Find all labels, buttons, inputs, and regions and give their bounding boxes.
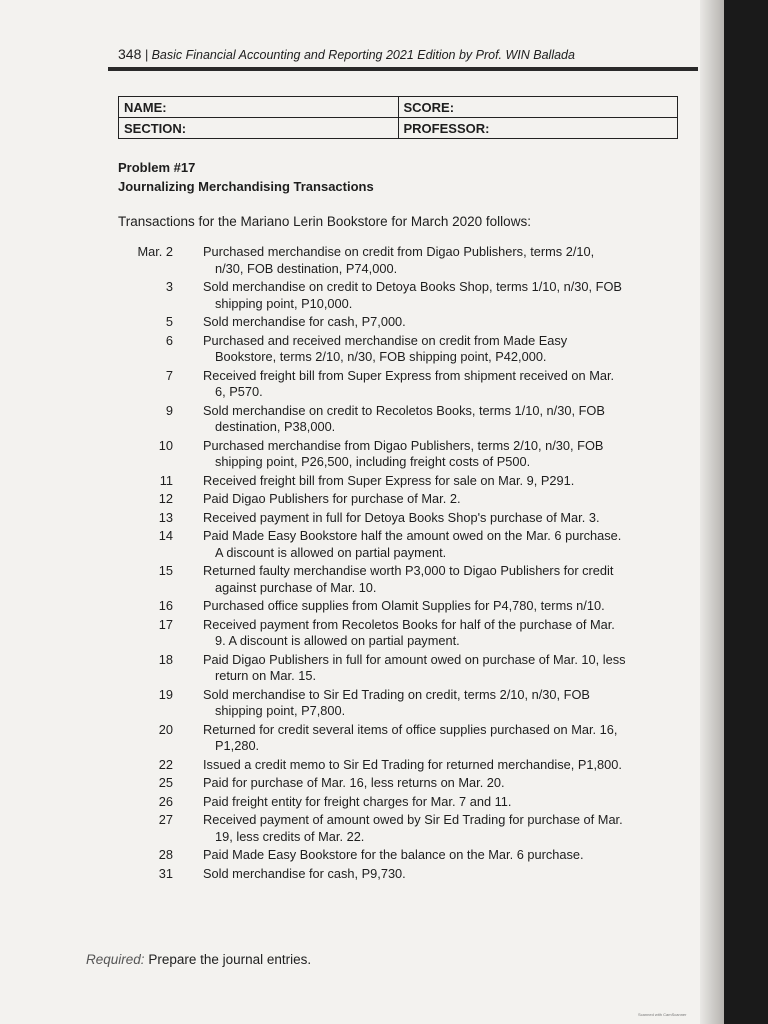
section-label: SECTION: — [119, 118, 399, 139]
transaction-line-continued: shipping point, P7,800. — [215, 703, 346, 718]
transaction-date: 31 — [158, 865, 173, 881]
transaction-row — [118, 794, 678, 811]
transaction-line-continued: A discount is allowed on partial payment. — [215, 544, 447, 560]
transaction-text — [203, 368, 678, 401]
name-label: NAME: — [119, 97, 399, 118]
transaction-row — [118, 333, 678, 366]
transaction-row — [118, 403, 678, 436]
transaction-line-continued: 19, less credits of Mar. 22. — [215, 828, 365, 844]
transaction-text — [203, 757, 678, 774]
transaction-row — [118, 687, 678, 720]
transaction-line: Paid Digao Publishers for purchase of Mar. 2. — [203, 491, 461, 506]
scanner-watermark: Scanned with CamScanner — [638, 1012, 687, 1017]
transaction-line: Received payment in full for Detoya Books Shop's purchase of Mar. 3. — [203, 509, 600, 525]
transaction-text — [203, 794, 678, 811]
transaction-text — [203, 403, 678, 436]
transaction-row — [118, 652, 678, 685]
transaction-text — [203, 812, 678, 845]
transaction-row — [118, 368, 678, 401]
transaction-line: Returned faulty merchandise worth P3,000 to Digao Publishers for credit — [203, 563, 614, 578]
transaction-line-continued: 6, P570. — [215, 384, 263, 399]
transaction-line-continued: shipping point, P10,000. — [215, 295, 353, 311]
problem-title: Journalizing Merchandising Transactions — [118, 179, 374, 194]
transaction-date: 5 — [165, 314, 173, 329]
page-header — [118, 46, 698, 66]
transaction-row — [118, 279, 678, 312]
transaction-row — [118, 244, 678, 277]
header-separator: | — [144, 48, 149, 62]
transaction-date: 11 — [159, 472, 173, 488]
transaction-line-continued: P1,280. — [215, 738, 260, 753]
transaction-row — [118, 812, 678, 845]
transaction-date: 16 — [158, 598, 173, 613]
transaction-line: Sold merchandise on credit to Detoya Books Shop, terms 1/10, n/30, FOB — [203, 279, 622, 294]
transaction-row — [118, 847, 678, 864]
transaction-line: Paid Made Easy Bookstore for the balance on the Mar. 6 purchase. — [203, 847, 584, 862]
transaction-text — [203, 279, 678, 312]
required-section — [86, 952, 311, 967]
transaction-date: 6 — [165, 332, 173, 348]
transaction-line: Purchased merchandise on credit from Digao Publishers, terms 2/10, — [203, 244, 595, 259]
transaction-list — [118, 244, 678, 884]
transaction-line: Purchased and received merchandise on credit from Made Easy — [203, 332, 568, 348]
transaction-text — [203, 598, 678, 615]
transaction-text — [203, 314, 678, 331]
transaction-line: Paid Made Easy Bookstore half the amount owed on the Mar. 6 purchase. — [203, 528, 622, 543]
professor-label: PROFESSOR: — [398, 118, 678, 139]
student-info-table — [118, 96, 678, 139]
transaction-text — [203, 775, 678, 792]
transaction-line: Issued a credit memo to Sir Ed Trading for returned merchandise, P1,800. — [203, 756, 622, 772]
transaction-line: Purchased office supplies from Olamit Supplies for P4,780, terms n/10. — [203, 598, 605, 613]
score-label: SCORE: — [398, 97, 678, 118]
transaction-row — [118, 314, 678, 331]
transaction-line-continued: n/30, FOB destination, P74,000. — [215, 260, 398, 276]
transaction-row — [118, 757, 678, 774]
transaction-line: Received payment of amount owed by Sir Ed Trading for purchase of Mar. — [203, 812, 623, 827]
transaction-line: Returned for credit several items of office supplies purchased on Mar. 16, — [203, 721, 618, 737]
transaction-text — [203, 473, 678, 490]
transaction-text — [203, 438, 678, 471]
transaction-text — [203, 528, 678, 561]
transaction-line-continued: return on Mar. 15. — [215, 668, 317, 683]
page-number: 348 — [118, 46, 142, 62]
transaction-line-continued: shipping point, P26,500, including freight costs of P500. — [215, 454, 531, 469]
book-title: Basic Financial Accounting and Reporting 2021 Edition by Prof. WIN Ballada — [151, 48, 575, 62]
transaction-line: Sold merchandise for cash, P9,730. — [203, 865, 406, 881]
transaction-row — [118, 438, 678, 471]
transaction-row — [118, 563, 678, 596]
transaction-date: 17 — [158, 616, 173, 632]
transaction-date: 9 — [165, 402, 173, 418]
transaction-text — [203, 617, 678, 650]
transaction-date: 19 — [158, 686, 173, 702]
transaction-row — [118, 473, 678, 490]
transaction-line: Paid Digao Publishers in full for amount owed on purchase of Mar. 10, less — [203, 651, 626, 667]
transaction-line: Paid freight entity for freight charges for Mar. 7 and 11. — [203, 793, 512, 809]
transaction-line: Sold merchandise for cash, P7,000. — [203, 314, 406, 329]
transaction-row — [118, 722, 678, 755]
problem-number: Problem #17 — [118, 160, 196, 175]
transaction-row — [118, 866, 678, 883]
transaction-text — [203, 866, 678, 883]
transaction-row — [118, 510, 678, 527]
transaction-line-continued: 9. A discount is allowed on partial payment. — [215, 633, 460, 648]
transaction-text — [203, 687, 678, 720]
required-text: Prepare the journal entries. — [148, 952, 312, 967]
transaction-text — [203, 244, 678, 277]
transaction-line-continued: Bookstore, terms 2/10, n/30, FOB shipping point, P42,000. — [215, 349, 547, 364]
transaction-date: 10 — [158, 437, 173, 453]
transaction-date: 22 — [158, 756, 173, 772]
transaction-text — [203, 491, 678, 508]
transaction-row — [118, 775, 678, 792]
transaction-date: 25 — [158, 775, 173, 790]
intro-text: Transactions for the Mariano Lerin Bookstore for March 2020 follows: — [118, 214, 531, 229]
scan-dark-edge — [724, 0, 768, 1024]
transaction-date: 3 — [165, 279, 173, 294]
header-rule — [108, 67, 698, 71]
transaction-line: Sold merchandise to Sir Ed Trading on credit, terms 2/10, n/30, FOB — [203, 686, 590, 702]
transaction-line: Received freight bill from Super Express for sale on Mar. 9, P291. — [203, 472, 575, 488]
transaction-text — [203, 563, 678, 596]
transaction-date: 7 — [165, 367, 173, 383]
transaction-date: 12 — [158, 491, 173, 506]
transaction-text — [203, 847, 678, 864]
transaction-date: 14 — [158, 528, 173, 543]
transaction-date: 18 — [158, 651, 173, 667]
transaction-row — [118, 617, 678, 650]
transaction-text — [203, 652, 678, 685]
transaction-date: 15 — [158, 563, 173, 578]
transaction-line: Purchased merchandise from Digao Publishers, terms 2/10, n/30, FOB — [203, 437, 604, 453]
transaction-row — [118, 491, 678, 508]
transaction-line: Received freight bill from Super Express from shipment received on Mar. — [203, 367, 615, 383]
transaction-date: 20 — [158, 721, 173, 737]
transaction-text — [203, 722, 678, 755]
transaction-row — [118, 598, 678, 615]
transaction-row — [118, 528, 678, 561]
transaction-date: 26 — [158, 793, 173, 809]
transaction-date: Mar. 2 — [137, 244, 173, 259]
transaction-date: 28 — [158, 847, 173, 862]
transaction-line: Sold merchandise on credit to Recoletos Books, terms 1/10, n/30, FOB — [203, 402, 605, 418]
transaction-date: 27 — [158, 812, 173, 827]
transaction-line: Received payment from Recoletos Books for half of the purchase of Mar. — [203, 616, 615, 632]
problem-heading — [118, 158, 374, 196]
transaction-text — [203, 333, 678, 366]
transaction-date: 13 — [158, 509, 173, 525]
transaction-text — [203, 510, 678, 527]
transaction-line: Paid for purchase of Mar. 16, less returns on Mar. 20. — [203, 775, 505, 790]
transaction-line-continued: destination, P38,000. — [215, 419, 336, 434]
required-label: Required: — [86, 952, 145, 967]
transaction-line-continued: against purchase of Mar. 10. — [215, 579, 377, 595]
